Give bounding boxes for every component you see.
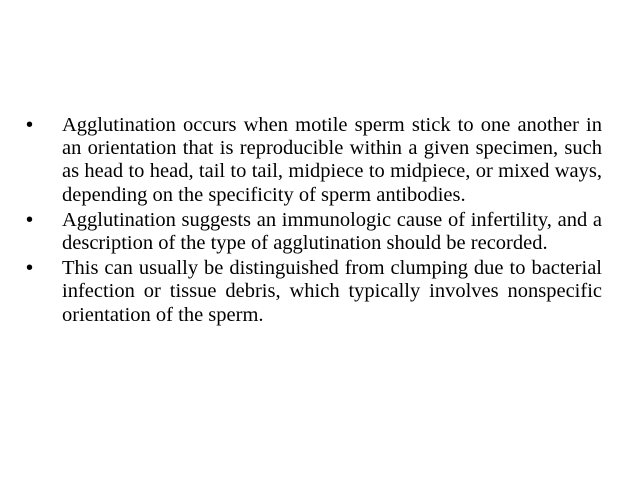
- bullet-list: [24, 114, 602, 327]
- bullet-item: [24, 257, 602, 327]
- bullet-item: [24, 114, 602, 207]
- bullet-icon: •: [26, 114, 34, 136]
- bullet-icon: •: [26, 208, 34, 231]
- slide-body: [24, 114, 602, 329]
- bullet-text: Agglutination suggests an immunologic cause of infertility, and a description of the type of agglutination should be recorded.: [62, 208, 602, 255]
- bullet-item: [24, 209, 602, 255]
- bullet-text: Agglutination occurs when motile sperm stick to one another in an orientation that is reproducible within a given specimen, such as head to head, tail to tail, midpiece to midpiece, or mixed ways, depending on the specificity of sperm antibodies.: [62, 114, 602, 206]
- bullet-icon: •: [26, 257, 34, 280]
- bullet-text: This can usually be distinguished from clumping due to bacterial infection or tissue debris, which typically involves nonspecific orientation of the sperm.: [62, 257, 602, 326]
